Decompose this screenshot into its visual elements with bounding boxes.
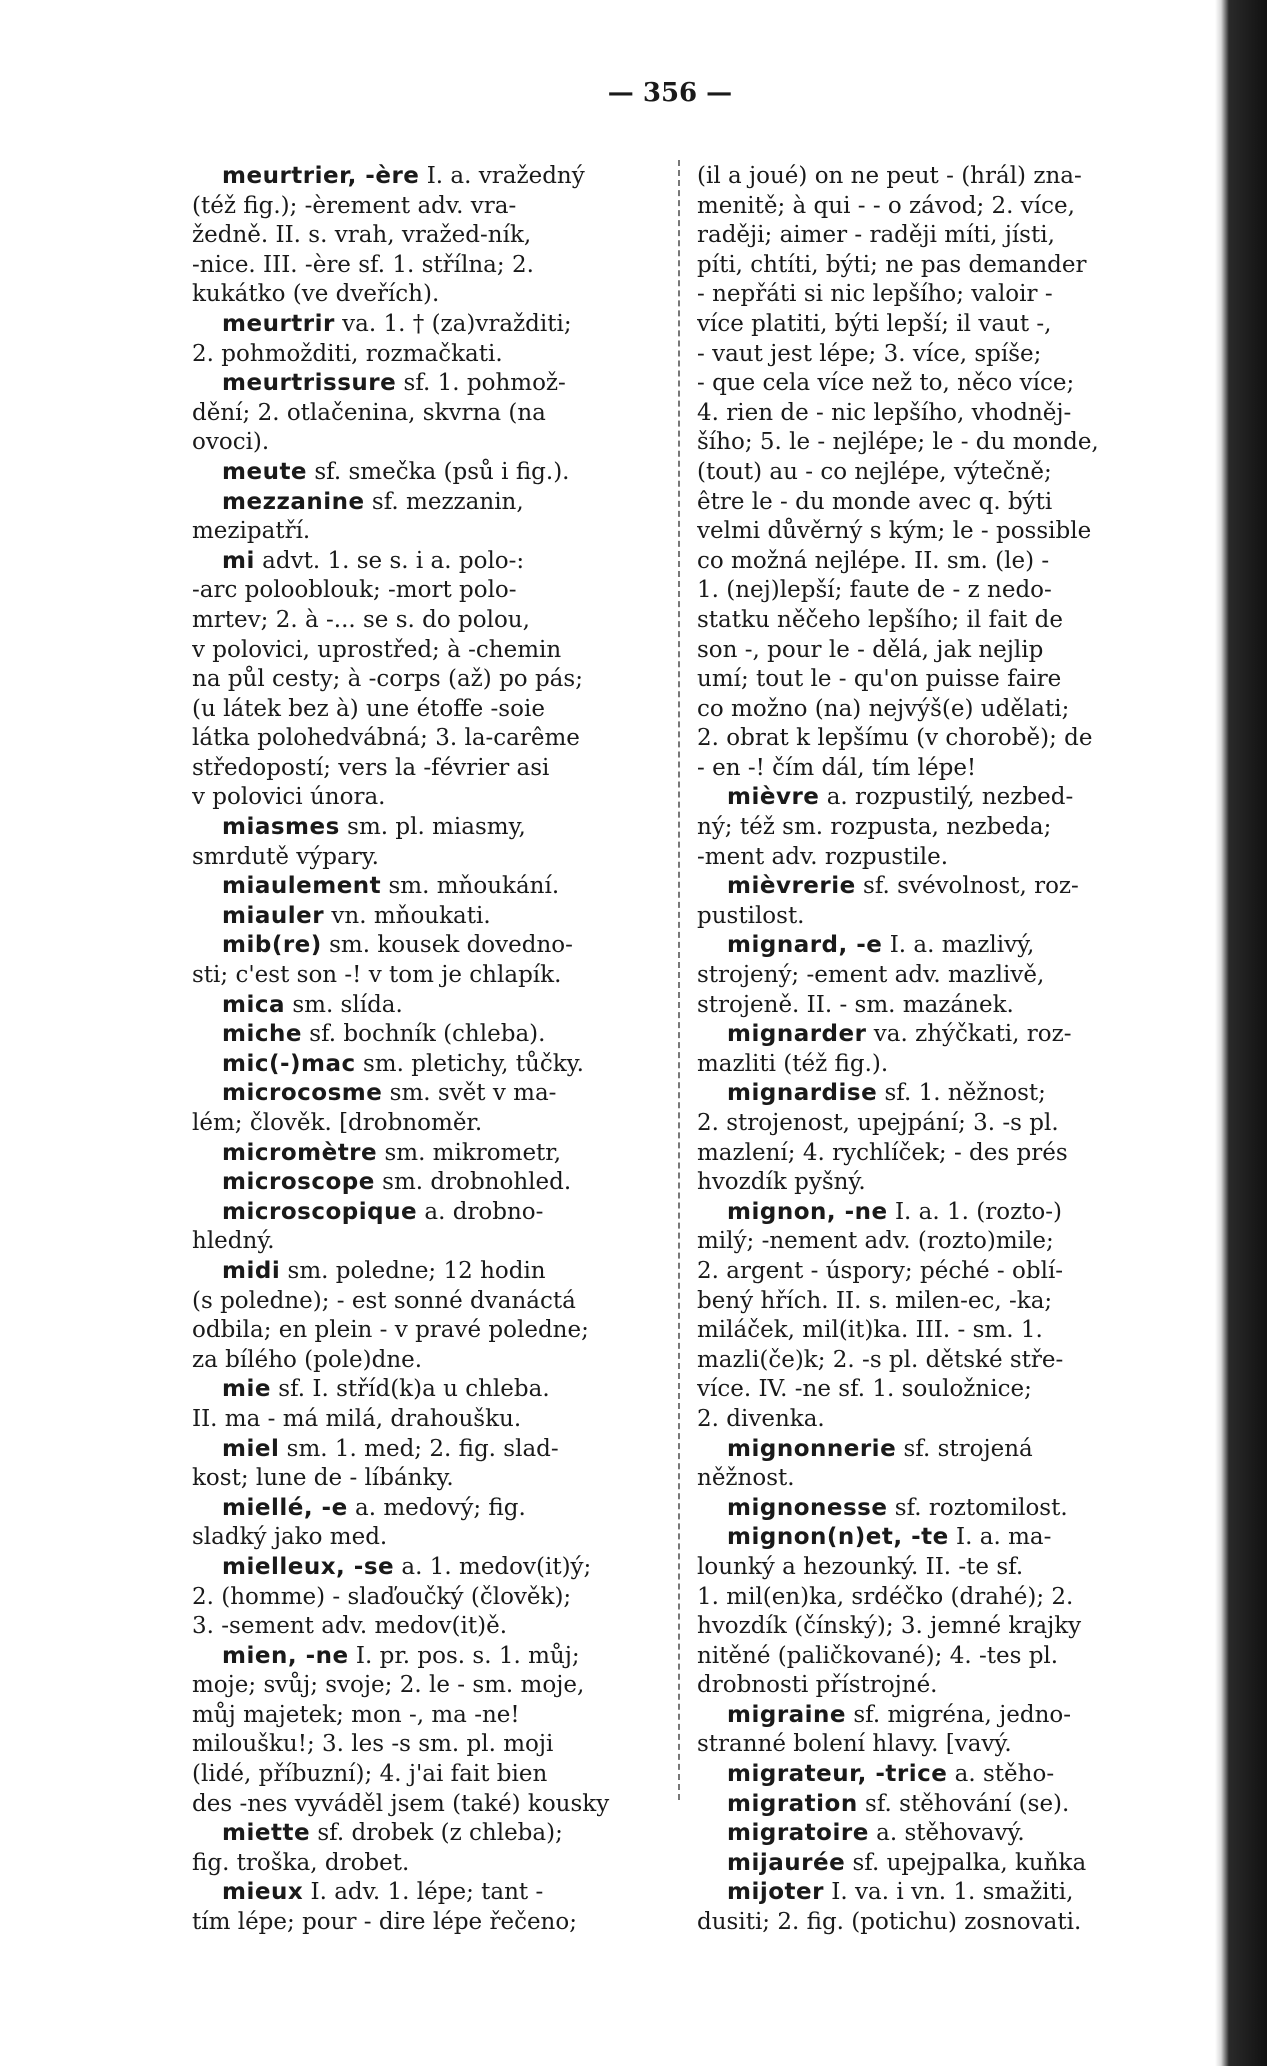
definition-text: pustilost. (697, 902, 805, 929)
entry-headword-line (192, 310, 682, 340)
entry-text-line (697, 1671, 1187, 1701)
definition-text: I. a. mazlivý, (882, 932, 1035, 959)
definition-text: raději; aimer - raději míti, jísti, (697, 222, 1055, 249)
definition-text: hledný. (192, 1228, 275, 1255)
definition-text: 2. (homme) - slaďoučký (člověk); (192, 1583, 572, 1610)
headword: mijaurée (727, 1849, 846, 1876)
definition-text: 2. pohmožditi, rozmačkati. (192, 340, 503, 367)
headword: miauler (222, 902, 325, 929)
entry-text-line (697, 1553, 1187, 1583)
entry-text-line (192, 1346, 682, 1376)
entry-headword-line (192, 813, 682, 843)
definition-text: velmi důvěrný s kým; le - possible (697, 518, 1092, 545)
entry-headword-line (697, 1523, 1187, 1553)
entry-text-line (697, 813, 1187, 843)
headword: miaulement (222, 873, 382, 900)
headword: mignard, -e (727, 932, 883, 959)
entry-text-line (697, 251, 1187, 281)
entry-headword-line (192, 1375, 682, 1405)
entry-text-line (192, 1287, 682, 1317)
definition-text: - nepřáti si nic lepšího; valoir - (697, 281, 1053, 308)
entry-headword-line (192, 488, 682, 518)
definition-text: nitěné (paličkované); 4. -tes pl. (697, 1642, 1059, 1669)
entry-text-line (192, 1760, 682, 1790)
definition-text: mazlení; 4. rychlíček; - des prés (697, 1139, 1068, 1166)
definition-text: va. 1. † (za)vražditi; (334, 310, 572, 337)
entry-headword-line (192, 1819, 682, 1849)
entry-text-line (697, 961, 1187, 991)
entry-text-line (697, 1583, 1187, 1613)
definition-text: (u látek bez à) une étoffe -soie (192, 695, 545, 722)
entry-headword-line (192, 162, 682, 192)
headword: mib(re) (222, 932, 322, 959)
entry-text-line (697, 724, 1187, 754)
entry-headword-line (192, 1198, 682, 1228)
definition-text: des -nes vyváděl jsem (také) kousky (192, 1790, 610, 1817)
definition-text: - en -! čím dál, tím lépe! (697, 754, 977, 781)
entry-text-line (697, 636, 1187, 666)
entry-headword-line (697, 783, 1187, 813)
entry-text-line (192, 724, 682, 754)
entry-text-line (192, 1671, 682, 1701)
entry-text-line (697, 458, 1187, 488)
definition-text: I. va. i vn. 1. smažiti, (823, 1879, 1074, 1906)
definition-text: a. medový; fig. (347, 1494, 526, 1521)
entry-text-line (192, 1583, 682, 1613)
entry-text-line (697, 1316, 1187, 1346)
headword: micromètre (222, 1139, 378, 1166)
entry-text-line (192, 517, 682, 547)
definition-text: 2. strojenost, upejpání; 3. -s pl. (697, 1110, 1059, 1136)
entry-text-line (697, 695, 1187, 725)
definition-text: sm. slída. (285, 991, 403, 1018)
left-column (192, 162, 682, 1938)
definition-text: sf. 1. něžnost; (877, 1080, 1046, 1107)
entry-text-line (192, 636, 682, 666)
headword: migrateur, -trice (727, 1761, 948, 1788)
definition-text: odbila; en plein - v pravé poledne; (192, 1317, 589, 1344)
definition-text: látka polohedvábná; 3. la-carême (192, 725, 580, 752)
entry-text-line (192, 1701, 682, 1731)
entry-headword-line (697, 1020, 1187, 1050)
entry-text-line (697, 902, 1187, 932)
definition-text: kost; lune de - líbánky. (192, 1465, 454, 1492)
entry-text-line (697, 606, 1187, 636)
entry-text-line (697, 1375, 1187, 1405)
entry-headword-line (192, 1642, 682, 1672)
page-number: — 356 — (607, 78, 733, 108)
definition-text: advt. 1. se s. i a. polo-: (254, 547, 525, 574)
definition-text: 3. -sement adv. medov(it)ě. (192, 1613, 508, 1640)
definition-text: 2. obrat k lepšímu (v chorobě); de (697, 725, 1093, 752)
headword: microcosme (222, 1080, 383, 1107)
entry-headword-line (697, 1701, 1187, 1731)
entry-text-line (192, 399, 682, 429)
definition-text: drobnosti přístrojné. (697, 1672, 938, 1699)
headword: mien, -ne (222, 1642, 349, 1669)
entry-text-line (697, 1257, 1187, 1287)
definition-text: stranné bolení hlavy. [vavý. (697, 1731, 1012, 1758)
entry-text-line (697, 754, 1187, 784)
entry-headword-line (697, 872, 1187, 902)
headword: miette (222, 1820, 311, 1847)
definition-text: (s poledne); - est sonné dvanáctá (192, 1287, 576, 1314)
definition-text: va. zhýčkati, roz- (866, 1021, 1072, 1048)
definition-text: sm. mňoukání. (381, 873, 560, 900)
definition-text: sf. stěhování (se). (857, 1790, 1070, 1817)
definition-text: sf. svévolnost, roz- (855, 873, 1079, 900)
entry-headword-line (192, 1050, 682, 1080)
entry-text-line (697, 576, 1187, 606)
entry-text-line (697, 1109, 1187, 1139)
entry-text-line (697, 843, 1187, 873)
headword: mignonesse (727, 1494, 888, 1521)
definition-text: (il a joué) on ne peut - (hrál) zna- (697, 163, 1082, 189)
entry-text-line (192, 783, 682, 813)
definition-text: co možná nejlépe. II. sm. (le) - (697, 547, 1050, 574)
entry-text-line (697, 1730, 1187, 1760)
headword: migraine (727, 1701, 847, 1728)
entry-headword-line (697, 1849, 1187, 1879)
entry-text-line (192, 192, 682, 222)
entry-text-line (192, 665, 682, 695)
entry-headword-line (697, 1819, 1187, 1849)
entry-text-line (192, 606, 682, 636)
definition-text: v polovici, uprostřed; à -chemin (192, 636, 562, 663)
headword: mi (222, 547, 255, 574)
headword: meute (222, 458, 308, 485)
entry-text-line (697, 310, 1187, 340)
definition-text: žedně. II. s. vrah, vražed-ník, (192, 222, 532, 249)
entry-text-line (192, 1849, 682, 1879)
definition-text: -ment adv. rozpustile. (697, 843, 949, 870)
definition-text: sti; c'est son -! v tom je chlapík. (192, 962, 562, 989)
entry-text-line (192, 1730, 682, 1760)
definition-text: a. drobno- (417, 1198, 544, 1225)
entry-text-line (192, 1227, 682, 1257)
definition-text: mazli(če)k; 2. -s pl. dětské stře- (697, 1346, 1064, 1373)
entry-text-line (697, 1464, 1187, 1494)
page-edge-shadow (1215, 0, 1267, 2066)
definition-text: mazliti (též fig.). (697, 1050, 889, 1077)
definition-text: sf. roztomilost. (887, 1494, 1068, 1521)
definition-text: lounký a hezounký. II. -te sf. (697, 1553, 1024, 1580)
definition-text: (lidé, příbuzní); 4. j'ai fait bien (192, 1761, 548, 1788)
definition-text: a. 1. medov(it)ý; (394, 1553, 592, 1580)
entry-text-line (192, 251, 682, 281)
definition-text: I. a. 1. (rozto-) (887, 1198, 1063, 1225)
headword: meurtrir (222, 310, 335, 337)
definition-text: sm. poledne; 12 hodin (280, 1257, 546, 1284)
definition-text: fig. troška, drobet. (192, 1849, 410, 1876)
headword: mièvrerie (727, 873, 856, 900)
definition-text: statku něčeho lepšího; il fait de (697, 606, 1064, 633)
definition-text: sf. smečka (psů i fig.). (307, 458, 570, 485)
headword: mignon(n)et, -te (727, 1524, 949, 1551)
definition-text: sf. 1. pohmož- (396, 370, 566, 397)
headword: meurtrissure (222, 370, 397, 397)
definition-text: sm. pletichy, tůčky. (355, 1050, 584, 1077)
entry-headword-line (192, 369, 682, 399)
entry-headword-line (697, 1760, 1187, 1790)
entry-text-line (697, 1405, 1187, 1435)
entry-text-line (697, 1050, 1187, 1080)
definition-text: co možno (na) nejvýš(e) udělati; (697, 695, 1070, 722)
definition-text: sm. 1. med; 2. fig. slad- (279, 1435, 559, 1462)
entry-headword-line (192, 1435, 682, 1465)
definition-text: ný; též sm. rozpusta, nezbeda; (697, 814, 1052, 841)
entry-text-line (192, 1109, 682, 1139)
entry-text-line (192, 1523, 682, 1553)
definition-text: více. IV. -ne sf. 1. souložnice; (697, 1376, 1032, 1403)
definition-text: strojeně. II. - sm. mazánek. (697, 991, 1014, 1018)
headword: meurtrier, -ère (222, 163, 420, 189)
entry-headword-line (192, 1079, 682, 1109)
entry-text-line (697, 428, 1187, 458)
entry-text-line (192, 961, 682, 991)
entry-headword-line (192, 1139, 682, 1169)
entry-headword-line (697, 1435, 1187, 1465)
entry-headword-line (697, 1494, 1187, 1524)
definition-text: středopostí; vers la -février asi (192, 754, 550, 781)
headword: migration (727, 1790, 858, 1817)
entry-text-line (192, 1316, 682, 1346)
entry-text-line (192, 1908, 682, 1938)
definition-text: -arc polooblouk; -mort polo- (192, 577, 517, 604)
entry-text-line (192, 1612, 682, 1642)
entry-text-line (697, 991, 1187, 1021)
definition-text: kukátko (ve dveřích). (192, 281, 440, 308)
entry-headword-line (192, 931, 682, 961)
entry-text-line (697, 547, 1187, 577)
definition-text: mrtev; 2. à -... se s. do polou, (192, 606, 530, 633)
definition-text: moje; svůj; svoje; 2. le - sm. moje, (192, 1672, 585, 1699)
definition-text: I. pr. pos. s. 1. můj; (348, 1642, 580, 1669)
headword: mièvre (727, 784, 820, 811)
definition-text: něžnost. (697, 1465, 795, 1492)
headword: mignardise (727, 1080, 878, 1107)
entry-text-line (192, 280, 682, 310)
definition-text: sf. strojená (896, 1435, 1033, 1462)
entry-headword-line (697, 1790, 1187, 1820)
headword: miellé, -e (222, 1494, 348, 1521)
headword: mieux (222, 1879, 304, 1906)
definition-text: na půl cesty; à -corps (až) po pás; (192, 666, 583, 693)
definition-text: lém; člověk. [drobnoměr. (192, 1110, 483, 1136)
headword: mignarder (727, 1021, 867, 1048)
definition-text: -nice. III. -ère sf. 1. střílna; 2. (192, 251, 534, 278)
definition-text: dění; 2. otlačenina, skvrna (na (192, 399, 546, 426)
entry-text-line (697, 1908, 1187, 1938)
definition-text: - vaut jest lépe; 3. více, spíše; (697, 340, 1042, 367)
entry-text-line (192, 340, 682, 370)
entry-headword-line (192, 1168, 682, 1198)
definition-text: 2. divenka. (697, 1405, 825, 1432)
definition-text: son -, pour le - dělá, jak nejlip (697, 636, 1044, 663)
definition-text: sf. mezzanin, (364, 488, 524, 515)
entry-headword-line (192, 458, 682, 488)
definition-text: sf. upejpalka, kuňka (845, 1849, 1087, 1876)
definition-text: šího; 5. le - nejlépe; le - du monde, (697, 429, 1099, 456)
definition-text: více platiti, býti lepší; il vaut -, (697, 310, 1052, 337)
entry-text-line (697, 1139, 1187, 1169)
entry-text-line (192, 695, 682, 725)
entry-headword-line (192, 1553, 682, 1583)
entry-text-line (192, 428, 682, 458)
definition-text: sm. pl. miasmy, (339, 814, 526, 841)
definition-text: II. ma - má milá, drahoušku. (192, 1405, 522, 1432)
definition-text: hvozdík pyšný. (697, 1169, 866, 1196)
definition-text: dusiti; 2. fig. (potichu) zosnovati. (697, 1909, 1082, 1936)
headword: mica (222, 991, 286, 1018)
entry-text-line (697, 1642, 1187, 1672)
definition-text: sf. bochník (chleba). (301, 1021, 546, 1048)
headword: midi (222, 1257, 281, 1284)
headword: migratoire (727, 1820, 869, 1847)
entry-headword-line (192, 547, 682, 577)
definition-text: píti, chtíti, býti; ne pas demander (697, 251, 1087, 278)
entry-text-line (192, 1405, 682, 1435)
entry-headword-line (192, 1257, 682, 1287)
entry-headword-line (192, 1020, 682, 1050)
headword: microscope (222, 1169, 375, 1196)
definition-text: v polovici února. (192, 784, 386, 811)
right-column (697, 162, 1187, 1938)
definition-text: 4. rien de - nic lepšího, vhodněj- (697, 399, 1072, 426)
entry-text-line (192, 1790, 682, 1820)
entry-text-line (697, 517, 1187, 547)
entry-text-line (192, 754, 682, 784)
definition-text: sf. drobek (z chleba); (310, 1820, 563, 1847)
headword: mielleux, -se (222, 1553, 395, 1580)
definition-text: I. a. vražedný (419, 163, 585, 189)
headword: mic(-)mac (222, 1050, 356, 1077)
entry-headword-line (697, 1878, 1187, 1908)
entry-text-line (192, 843, 682, 873)
entry-text-line (697, 488, 1187, 518)
definition-text: milý; -nement adv. (rozto)mile; (697, 1228, 1054, 1255)
definition-text: sladký jako med. (192, 1524, 388, 1551)
definition-text: a. rozpustilý, nezbed- (819, 784, 1074, 811)
headword: miasmes (222, 814, 340, 841)
entry-text-line (697, 1227, 1187, 1257)
definition-text: (tout) au - co nejlépe, výtečně; (697, 458, 1052, 485)
definition-text: sm. mikrometr, (377, 1139, 562, 1166)
definition-text: za bílého (pole)dne. (192, 1346, 423, 1373)
definition-text: (též fig.); -èrement adv. vra- (192, 192, 517, 219)
definition-text: ovoci). (192, 429, 270, 456)
definition-text: sm. drobnohled. (374, 1169, 572, 1196)
entry-text-line (697, 280, 1187, 310)
entry-headword-line (697, 1079, 1187, 1109)
definition-text: I. adv. 1. lépe; tant - (303, 1879, 544, 1906)
headword: mignonnerie (727, 1435, 897, 1462)
headword: microscopique (222, 1198, 418, 1225)
entry-headword-line (192, 902, 682, 932)
entry-headword-line (192, 872, 682, 902)
definition-text: bený hřích. II. s. milen-ec, -ka; (697, 1287, 1053, 1314)
definition-text: mezipatří. (192, 518, 311, 545)
definition-text: a. stěhovavý. (868, 1820, 1025, 1847)
definition-text: vn. mňoukati. (324, 902, 491, 929)
definition-text: strojený; -ement adv. mazlivě, (697, 962, 1045, 989)
entry-text-line (192, 1464, 682, 1494)
entry-headword-line (192, 1878, 682, 1908)
entry-text-line (697, 399, 1187, 429)
definition-text: miláček, mil(it)ka. III. - sm. 1. (697, 1317, 1043, 1344)
entry-text-line (697, 340, 1187, 370)
headword: mignon, -ne (727, 1198, 888, 1225)
definition-text: sf. migréna, jedno- (846, 1701, 1072, 1728)
definition-text: a. stěho- (947, 1761, 1055, 1788)
headword: miche (222, 1021, 302, 1048)
headword: miel (222, 1435, 280, 1462)
headword: mezzanine (222, 488, 365, 515)
entry-headword-line (192, 991, 682, 1021)
definition-text: miloušku!; 3. les -s sm. pl. moji (192, 1731, 554, 1758)
entry-text-line (697, 221, 1187, 251)
entry-headword-line (192, 1494, 682, 1524)
entry-text-line (697, 1168, 1187, 1198)
entry-text-line (697, 1287, 1187, 1317)
definition-text: umí; tout le - qu'on puisse faire (697, 666, 1062, 693)
entry-text-line (697, 369, 1187, 399)
entry-text-line (192, 221, 682, 251)
entry-text-line (697, 192, 1187, 222)
definition-text: I. a. ma- (948, 1524, 1052, 1551)
entry-headword-line (697, 1198, 1187, 1228)
entry-text-line (697, 1346, 1187, 1376)
entry-text-line (697, 1612, 1187, 1642)
definition-text: sf. I. stříd(k)a u chleba. (270, 1376, 550, 1403)
definition-text: être le - du monde avec q. býti (697, 488, 1053, 515)
definition-text: hvozdík (čínský); 3. jemné krajky (697, 1613, 1082, 1640)
headword: mijoter (727, 1879, 824, 1906)
definition-text: sm. svět v ma- (382, 1080, 557, 1107)
definition-text: můj majetek; mon -, ma -ne! (192, 1701, 520, 1728)
headword: mie (222, 1376, 271, 1403)
definition-text: sm. kousek dovedno- (321, 932, 573, 959)
definition-text: - que cela více než to, něco více; (697, 370, 1075, 397)
definition-text: menitě; à qui - - o závod; 2. více, (697, 192, 1075, 219)
definition-text: 1. mil(en)ka, srdéčko (drahé); 2. (697, 1583, 1074, 1610)
definition-text: 1. (nej)lepší; faute de - z nedo- (697, 577, 1052, 604)
definition-text: tím lépe; pour - dire lépe řečeno; (192, 1909, 577, 1936)
entry-headword-line (697, 931, 1187, 961)
entry-text-line (697, 665, 1187, 695)
entry-text-line (697, 162, 1187, 192)
definition-text: smrdutě výpary. (192, 843, 379, 870)
entry-text-line (192, 576, 682, 606)
definition-text: 2. argent - úspory; péché - oblí- (697, 1257, 1064, 1284)
